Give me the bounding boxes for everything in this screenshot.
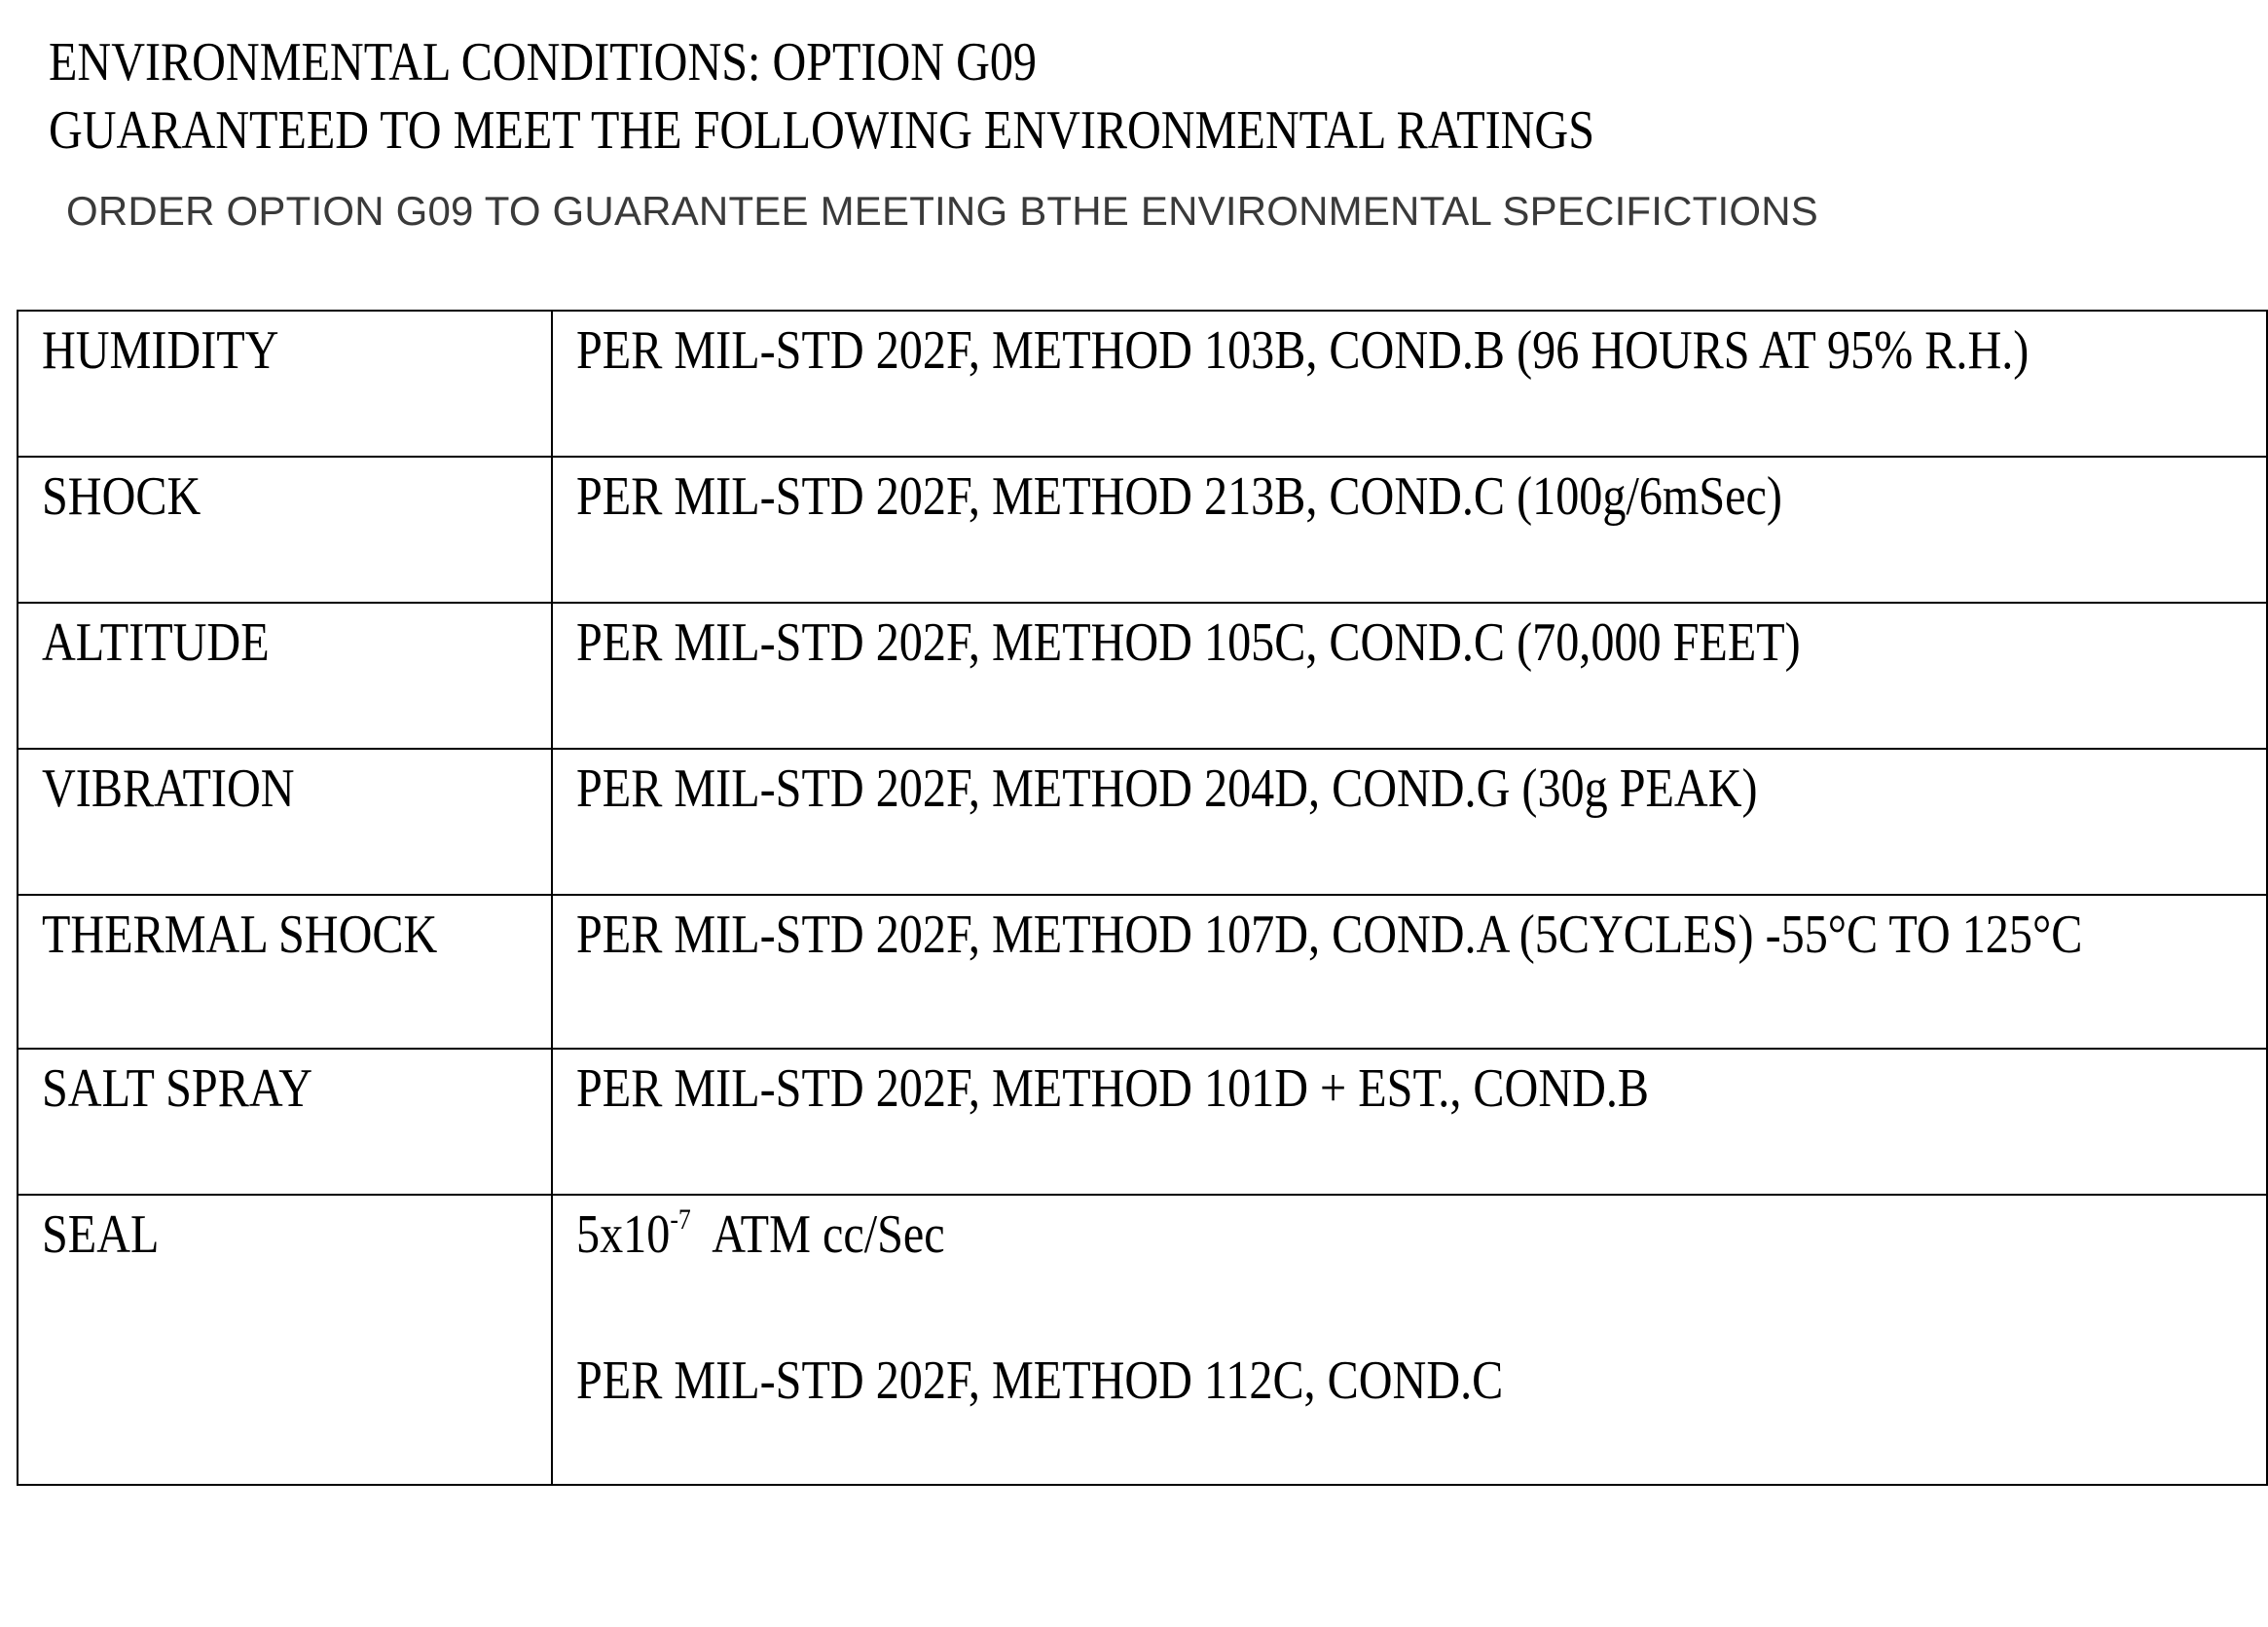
spec-cell <box>552 1195 2267 1485</box>
condition-cell <box>18 749 552 895</box>
spec-text: PER MIL-STD 202F, METHOD 103B, COND.B (96 HOURS AT 95% R.H.) <box>576 320 2030 381</box>
table-row <box>18 311 2267 457</box>
table-row <box>18 1195 2267 1485</box>
spec-cell <box>552 457 2267 603</box>
condition-cell <box>18 1049 552 1195</box>
spec-cell <box>552 895 2267 1049</box>
condition-cell <box>18 895 552 1049</box>
condition-label: SALT SPRAY <box>42 1058 312 1119</box>
condition-cell <box>18 1195 552 1485</box>
seal-rate-unit: ATM cc/Sec <box>690 1204 945 1265</box>
spec-cell <box>552 749 2267 895</box>
environmental-ratings-table <box>17 310 2268 1486</box>
condition-label: SHOCK <box>42 466 201 527</box>
spec-text: PER MIL-STD 202F, METHOD 105C, COND.C (70,000 FEET) <box>576 612 1801 673</box>
spec-text: PER MIL-STD 202F, METHOD 101D + EST., COND.B <box>576 1058 1650 1119</box>
seal-rate-text <box>576 1203 945 1265</box>
table-row <box>18 749 2267 895</box>
table-row <box>18 457 2267 603</box>
table-row <box>18 895 2267 1049</box>
spec-text: PER MIL-STD 202F, METHOD 213B, COND.C (100g/6mSec) <box>576 466 1782 527</box>
spec-cell <box>552 1049 2267 1195</box>
condition-label: HUMIDITY <box>42 320 279 381</box>
condition-cell <box>18 603 552 749</box>
spec-text: PER MIL-STD 202F, METHOD 107D, COND.A (5CYCLES) -55°C TO 125°C <box>576 905 2083 965</box>
condition-label: ALTITUDE <box>42 612 270 673</box>
document-subtitle: GUARANTEED TO MEET THE FOLLOWING ENVIRONMENTAL RATINGS <box>49 100 1594 161</box>
spec-text: PER MIL-STD 202F, METHOD 112C, COND.C <box>576 1350 1504 1411</box>
condition-label: VIBRATION <box>42 758 295 819</box>
spec-text: PER MIL-STD 202F, METHOD 204D, COND.G (30g PEAK) <box>576 758 1758 819</box>
table-row <box>18 1049 2267 1195</box>
document-title: ENVIRONMENTAL CONDITIONS: OPTION G09 <box>49 32 1038 92</box>
condition-label: THERMAL SHOCK <box>42 905 438 965</box>
spec-cell <box>552 311 2267 457</box>
spec-cell <box>552 603 2267 749</box>
table-row <box>18 603 2267 749</box>
seal-rate-base: 5x10 <box>576 1204 671 1265</box>
order-note: ORDER OPTION G09 TO GUARANTEE MEETING BTHE ENVIRONMENTAL SPECIFICTIONS <box>66 188 1819 234</box>
condition-cell <box>18 311 552 457</box>
seal-rate-exponent: -7 <box>670 1203 691 1236</box>
condition-cell <box>18 457 552 603</box>
condition-label: SEAL <box>42 1204 160 1265</box>
